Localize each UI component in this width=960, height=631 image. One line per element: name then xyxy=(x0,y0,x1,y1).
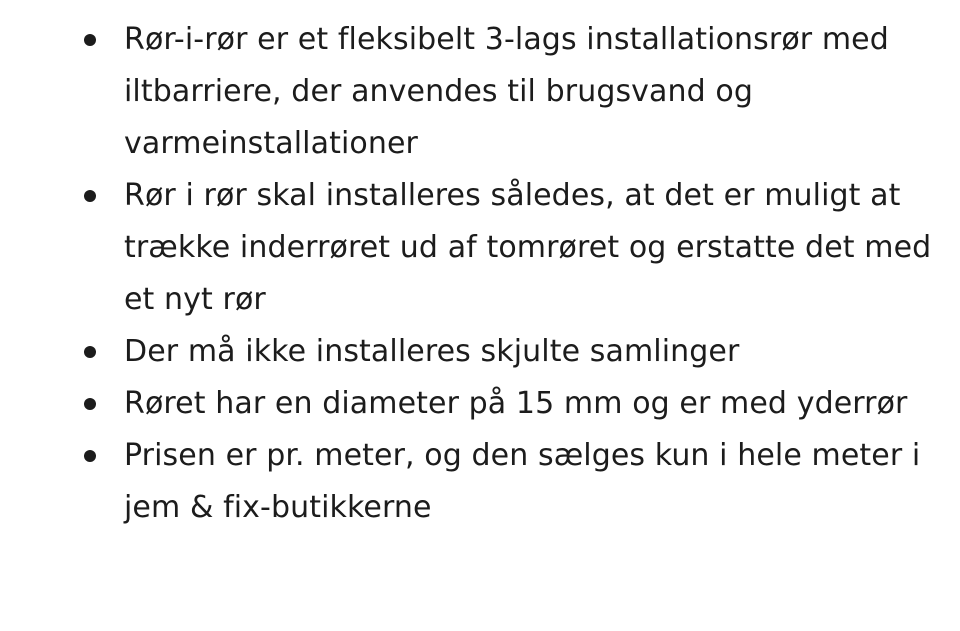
bullet-dot-icon xyxy=(84,190,96,202)
bullet-text: Prisen er pr. meter, og den sælges kun i hele meter i jem & fix-butikkerne xyxy=(124,438,921,525)
bullet-item xyxy=(0,326,960,378)
bullet-list xyxy=(0,14,960,534)
bullet-text: Rør-i-rør er et fleksibelt 3-lags installationsrør med iltbarriere, der anvendes til brugsvand og varmeinstallationer xyxy=(124,22,889,161)
product-details xyxy=(0,14,960,534)
bullet-item xyxy=(0,430,960,534)
bullet-item xyxy=(0,378,960,430)
bullet-text: Røret har en diameter på 15 mm og er med yderrør xyxy=(124,386,908,421)
bullet-text: Rør i rør skal installeres således, at det er muligt at trække inderrøret ud af tomrøret og erstatte det med et nyt rør xyxy=(124,178,932,317)
bullet-dot-icon xyxy=(84,346,96,358)
bullet-item xyxy=(0,170,960,326)
bullet-dot-icon xyxy=(84,450,96,462)
bullet-dot-icon xyxy=(84,34,96,46)
bullet-text: Der må ikke installeres skjulte samlinger xyxy=(124,334,740,369)
bullet-item xyxy=(0,14,960,170)
bullet-dot-icon xyxy=(84,398,96,410)
